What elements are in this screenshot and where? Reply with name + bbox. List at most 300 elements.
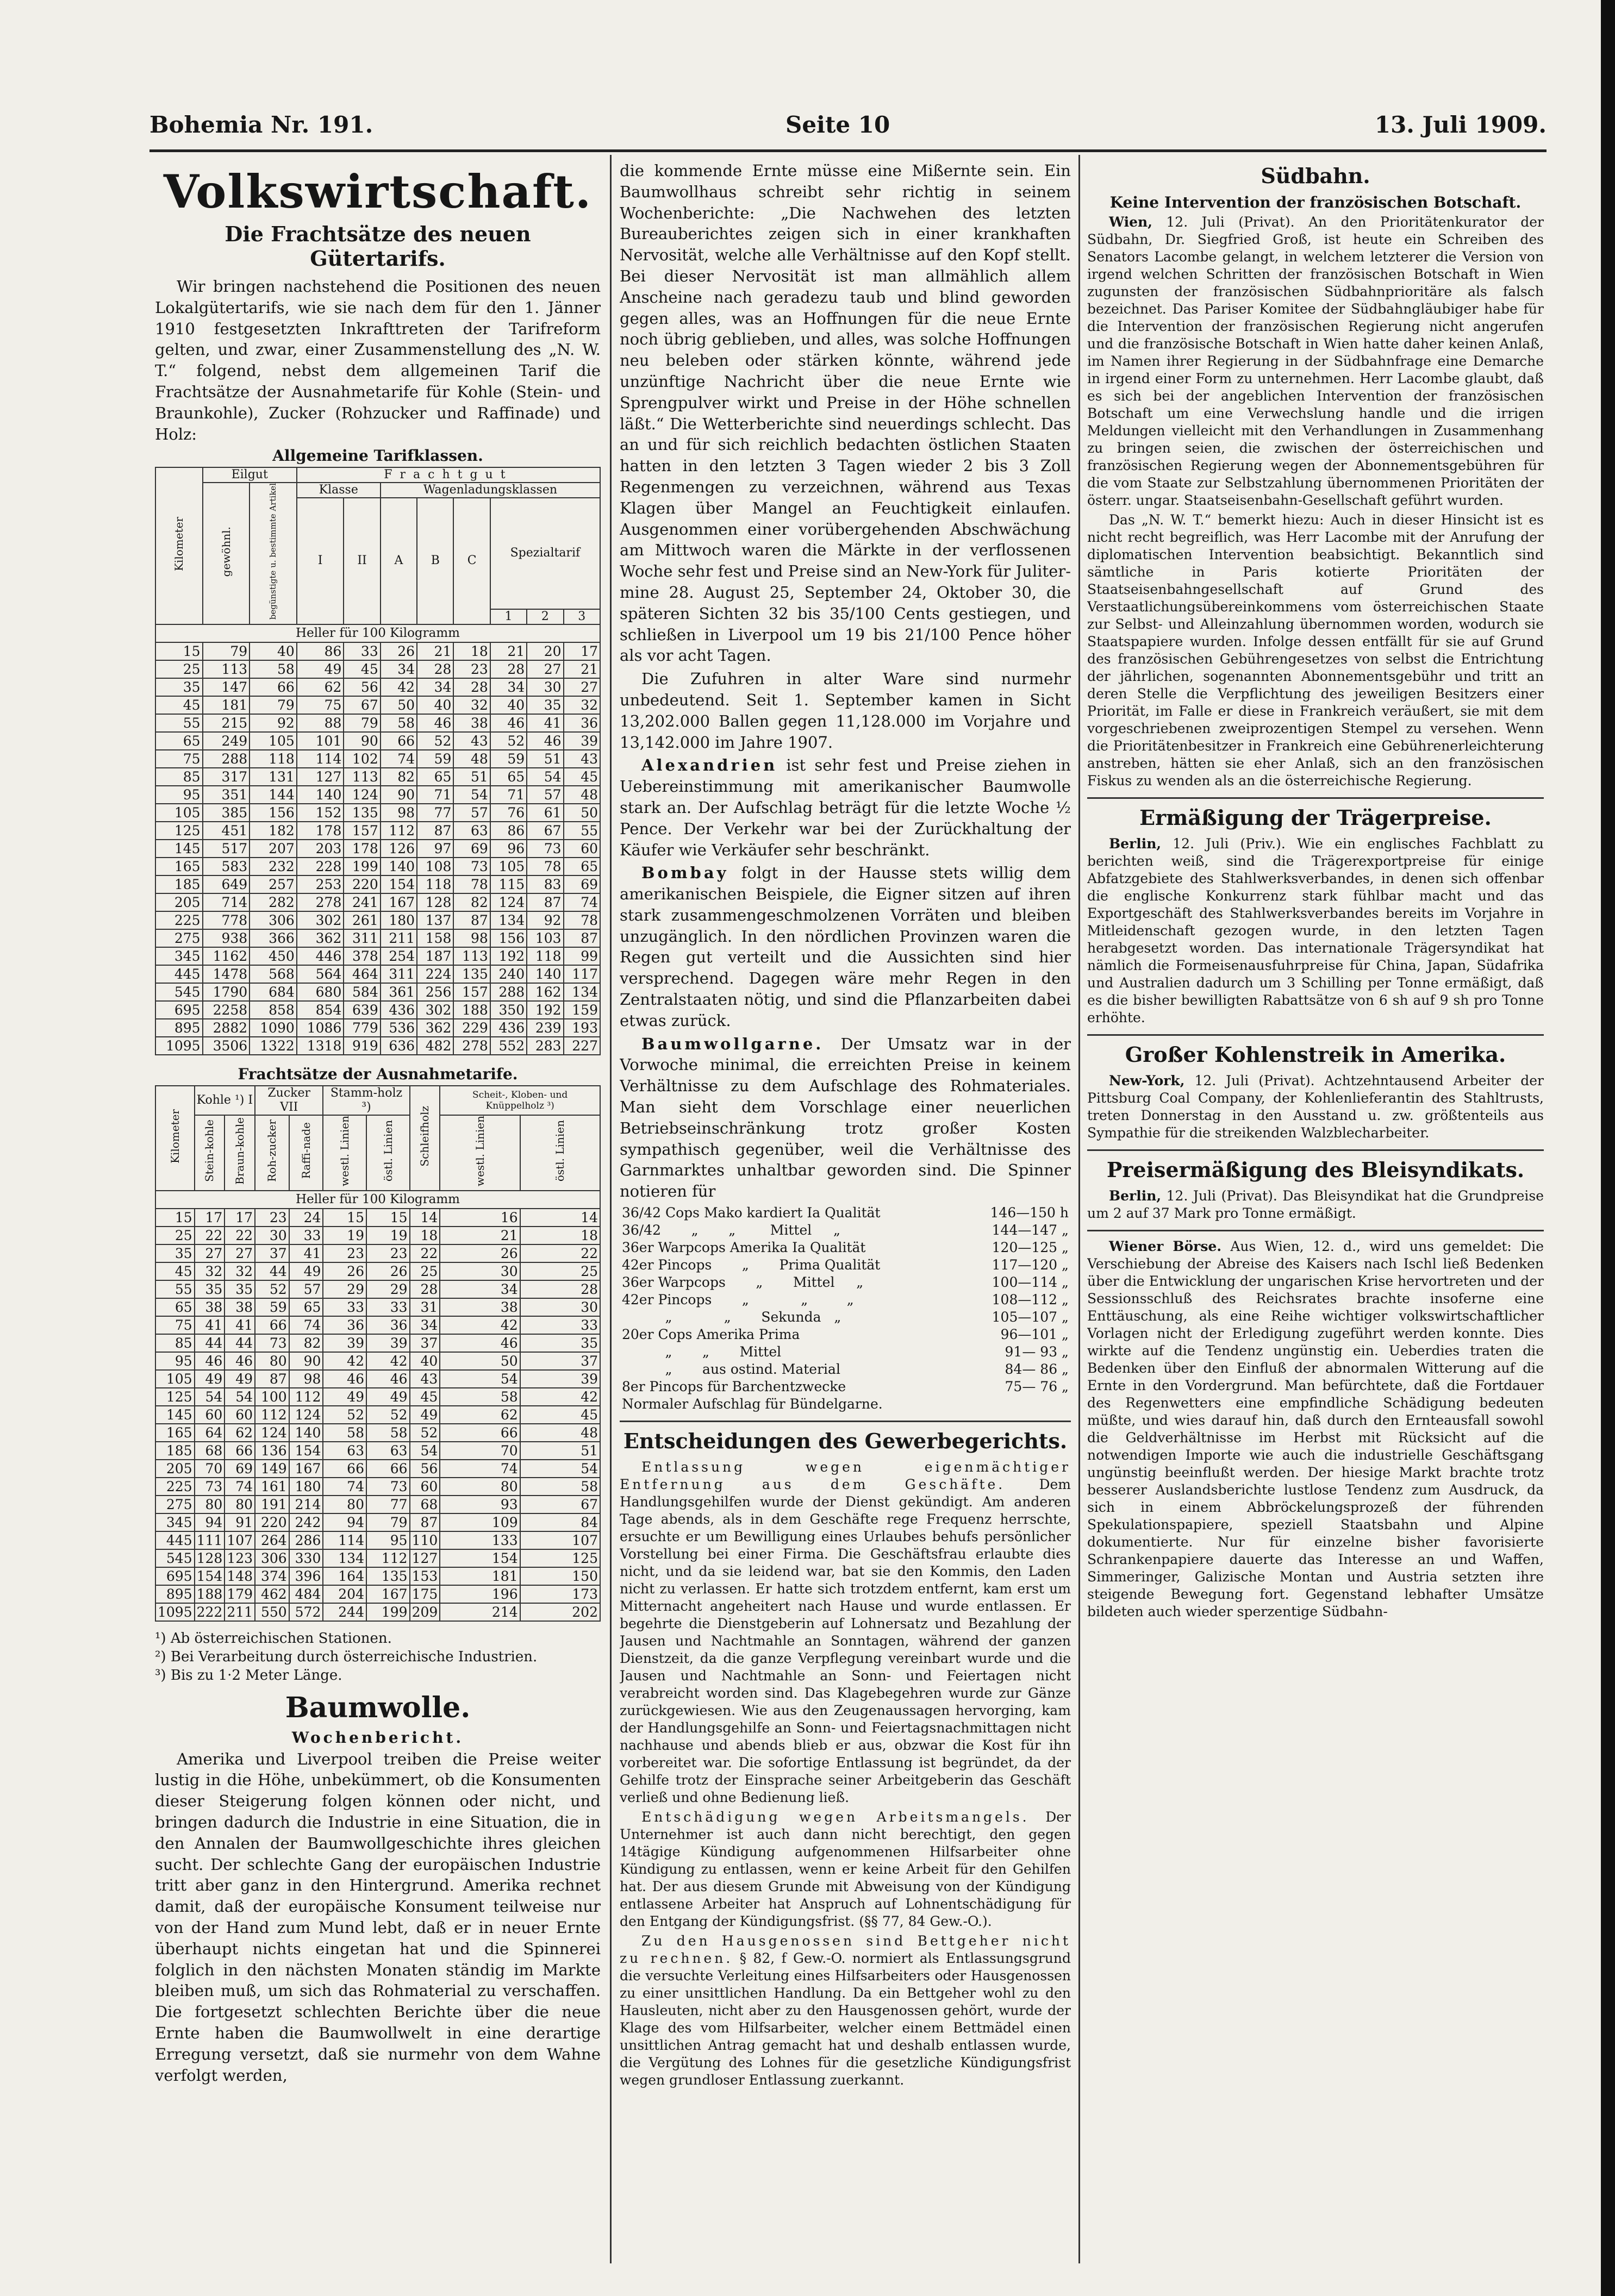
table-cell: 41: [527, 714, 563, 732]
table-cell: 105: [250, 732, 297, 750]
table-cell: 167: [289, 1460, 323, 1478]
table-cell: 59: [417, 750, 453, 768]
table-cell: 204: [323, 1585, 366, 1603]
table-cell: 39: [520, 1370, 600, 1388]
scheitholz-header: Scheit-, Kloben- und Knüppelholz ³): [440, 1086, 600, 1115]
table-cell: 35: [155, 678, 203, 696]
table-cell: 58: [250, 660, 297, 678]
table-cell: 196: [440, 1585, 520, 1603]
table-cell: 18: [453, 642, 490, 660]
table-cell: 57: [527, 786, 563, 804]
table-cell: 203: [297, 840, 344, 858]
table-cell: 80: [225, 1496, 255, 1513]
table-row: [155, 1019, 600, 1037]
price-item: 42er Pincops „ Prima Qualität: [622, 1257, 881, 1273]
table-cell: 107: [520, 1531, 600, 1549]
unit-row: Heller für 100 Kilogramm: [155, 1191, 600, 1209]
price-item: Normaler Aufschlag für Bündelgarne.: [622, 1396, 883, 1412]
table-cell: 192: [490, 947, 527, 965]
table-row: [155, 1460, 600, 1478]
table-cell: 28: [520, 1280, 600, 1298]
table-cell: 436: [381, 1001, 417, 1019]
table-cell: 361: [381, 983, 417, 1001]
table-cell: 362: [417, 1019, 453, 1037]
table-cell: 111: [195, 1531, 225, 1549]
table-row: [155, 911, 600, 929]
table-cell: 52: [366, 1406, 410, 1424]
header-date: 13. Juli 1909.: [1374, 111, 1547, 138]
table-cell: 28: [410, 1280, 440, 1298]
footnote: ³) Bis zu 1·2 Meter Länge.: [155, 1667, 342, 1684]
table-cell: 167: [366, 1585, 410, 1603]
baumwolle-text: Amerika und Liverpool treiben die Preise weiter lustig in die Höhe, unbekümmert, ob die Konsumenten dieser Steigerung folgen können oder nicht, und bringen dadurch die Industrie in eine Situation, die in den Annalen der Baumwollgeschichte ihres gleichen sucht. Der schlechte Gang der europäischen Industrie tritt aber ganz in den Hintergrund. Amerika rechnet damit, daß der europäische Konsument teilweise nur von der Hand zum Mund lebt, daß er in neuer Ernte überhaupt nichts eingetan hat und die Spinnerei folglich in den nächsten Monaten ständig im Markte bleiben muß, um sich das Rohmaterial zu verschaffen. Die fortgesetzt schlechten Berichte über die neue Ernte haben die Baumwollwelt in eine derartige Erregung versetzt, daß sie nurmehr von dem Wahne verfolgt werden,: [155, 1749, 601, 2085]
suedbahn-text-2: Das „N. W. T.“ bemerkt hiezu: Auch in dieser Hinsicht ist es nicht recht begreiflich, was Herr Lacombe mit der Anrufung der diplomatischen Intervention beabsichtigt. Bekanntlich sind sämtliche in Paris kotierte Prioritäten der Staatseisenbahngesellschaft auf Grund des Verstaatlichungsübereinkommens vom österreichischen Staate zur Selbst- und Alleinzahlung übernommen worden, wodurch sie Staatspapiere wurden. Infolge dessen entfällt für sie auf Grund des französischen Gebührengesetzes von selbst die Entrichtung der jährlichen, sogenannten Abonnementsgebühr und tritt an deren Stelle die Verpflichtung des jeweiligen Besitzers einer Priorität, im Falle er diese in Frankreich veräußert, sie mit dem vorgeschriebenen zweiprozentigen Stempel zu versehen. Wenn die Prioritätenbesitzer in Frankreich eine Gebührenerleichterung anstreben, hätten sie eher Anlaß, sich an den französischen Fiskus zu wenden als an die österreichische Regierung.: [1087, 512, 1544, 789]
table-cell: 58: [440, 1388, 520, 1406]
exception-tariff-table: [155, 1085, 601, 1622]
table-cell: 23: [255, 1209, 289, 1227]
table-cell: 464: [344, 965, 380, 983]
table-cell: 1095: [155, 1603, 195, 1621]
price-row: [620, 1291, 1071, 1309]
table-cell: 66: [440, 1424, 520, 1442]
table-cell: 282: [250, 893, 297, 911]
table-cell: 56: [410, 1460, 440, 1478]
table-cell: 156: [490, 929, 527, 947]
table-cell: 182: [250, 822, 297, 840]
table-row: [155, 804, 600, 822]
table-cell: 117: [564, 965, 600, 983]
table-row: [155, 1478, 600, 1496]
table-cell: 54: [527, 768, 563, 786]
table-cell: 15: [366, 1209, 410, 1227]
table-cell: 60: [410, 1478, 440, 1496]
table-cell: 224: [417, 965, 453, 983]
table-cell: 105: [155, 1370, 195, 1388]
table-cell: 69: [453, 840, 490, 858]
price-row: [620, 1378, 1071, 1396]
table-cell: 97: [417, 840, 453, 858]
table-cell: 21: [440, 1227, 520, 1244]
table-cell: 115: [490, 875, 527, 893]
table-cell: 583: [203, 858, 250, 875]
table-cell: 114: [297, 750, 344, 768]
table-cell: 351: [203, 786, 250, 804]
table-cell: 450: [250, 947, 297, 965]
table-cell: 58: [381, 714, 417, 732]
table-cell: 37: [410, 1334, 440, 1352]
table-cell: 21: [564, 660, 600, 678]
table-cell: 62: [225, 1424, 255, 1442]
table-row: [155, 929, 600, 947]
table-cell: 225: [155, 1478, 195, 1496]
bombay-text: folgt in der Hausse stets willig dem amerikanischen Beispiele, die Eigner sitzen auf ihren stark zusammengeschmolzenen Vorräten und bleiben unzugänglich. In den nördlichen Provinzen waren die Regen gut verteilt und die Aussichten sind hier versprechend. Dagegen wäre mehr Regen in den Zentralstaaten nötig, und sind die Pflanzarbeiten dabei etwas zurück.: [620, 864, 1071, 1030]
table-cell: 59: [255, 1298, 289, 1316]
table-cell: 57: [453, 804, 490, 822]
table-row: [155, 947, 600, 965]
table-row: [155, 1531, 600, 1549]
table-cell: 113: [203, 660, 250, 678]
table-cell: 60: [225, 1406, 255, 1424]
table-cell: 128: [417, 893, 453, 911]
table-cell: 87: [410, 1513, 440, 1531]
table-cell: 895: [155, 1019, 203, 1037]
table-cell: 88: [297, 714, 344, 732]
table-cell: 26: [381, 642, 417, 660]
table-cell: 127: [297, 768, 344, 786]
table-cell: 87: [417, 822, 453, 840]
table-cell: 91: [225, 1513, 255, 1531]
table-cell: 1162: [203, 947, 250, 965]
price-value: 84— 86 „: [1005, 1361, 1069, 1378]
stammholz-header: Stamm-holz ³): [323, 1086, 409, 1115]
footnotes: [155, 1629, 601, 1685]
table-cell: 60: [195, 1406, 225, 1424]
price-item: 36/42 „ „ Mittel „: [622, 1222, 840, 1238]
table-cell: 62: [440, 1406, 520, 1424]
table-cell: 15: [323, 1209, 366, 1227]
table-cell: 67: [344, 696, 380, 714]
table-cell: 175: [410, 1585, 440, 1603]
footnote: ²) Bei Verarbeitung durch österreichische Industrien.: [155, 1648, 538, 1665]
table-cell: 55: [564, 822, 600, 840]
table-cell: 17: [564, 642, 600, 660]
table-cell: 49: [225, 1370, 255, 1388]
table-cell: 374: [255, 1567, 289, 1585]
column-1: [155, 160, 601, 2088]
table-cell: 214: [289, 1496, 323, 1513]
sub-head: westl. Linien: [338, 1115, 352, 1186]
table-cell: 26: [366, 1262, 410, 1280]
table-row: [155, 1388, 600, 1406]
table-cell: 288: [203, 750, 250, 768]
table-cell: 1318: [297, 1037, 344, 1055]
table-cell: 134: [323, 1549, 366, 1567]
bombay-lead: Bombay: [641, 864, 729, 883]
table-cell: 330: [289, 1549, 323, 1567]
table-cell: 275: [155, 929, 203, 947]
table-cell: 202: [520, 1603, 600, 1621]
table-cell: 98: [453, 929, 490, 947]
gewerbe-e1-text: Dem Handlungsgehilfen wurde der Dienst gekündigt. Am anderen Tage abends, als in dem Geschäfte rege Frequenz herrschte, ersuchte er um Bewilligung eines Urlaubes behufs persönlicher Vorstellung bei einer Firma. Die Geschäftsfrau erlaubte dies nicht, und da sie leidend war, bat sie den Kommis, den Laden nicht zu verlassen. Er hatte sich trotzdem entfernt, kam erst um Mitternacht angeheitert nach Hause und wurde entlassen. Er begehrte die Dienstgeberin auf Lohnersatz und Bezahlung der Jausen und Nachtmahle an Sonntagen, während der ganzen Dienstzeit, da die ganze Verpflegung vereinbart wurde und die Jausen und Nachtmahle an Sonn- und Feiertagen nicht verabreicht worden sind. Das Klagebegehren wurde zur Gänze zurückgewiesen. Wie aus den Zeugenaussagen hervorging, kam der Handlungsgehilfe an Sonn- und Feiertagsnachmittagen nicht nachhause und abends blieb er aus, obzwar die Kost für ihn vorbereitet war. Die sofortige Entlassung ist begründet, da der Gehilfe trotz der Einsprache seiner Arbeitgeberin das Geschäft verließ und ohne Bedienung ließ.: [620, 1477, 1071, 1806]
table-cell: 82: [453, 893, 490, 911]
table-row: [155, 1370, 600, 1388]
table-row: [155, 786, 600, 804]
table-cell: 34: [490, 678, 527, 696]
table-cell: 27: [564, 678, 600, 696]
column-3: [1087, 160, 1544, 1623]
yarn-price-list: [620, 1204, 1071, 1413]
table-cell: 124: [344, 786, 380, 804]
table-cell: 61: [527, 804, 563, 822]
price-row: [620, 1361, 1071, 1378]
table-cell: 249: [203, 732, 250, 750]
blei-dateline: Berlin,: [1109, 1188, 1162, 1204]
table-cell: 18: [520, 1227, 600, 1244]
tariff-table-body: [155, 642, 600, 1055]
table-cell: 180: [381, 911, 417, 929]
table-cell: 158: [417, 929, 453, 947]
table-cell: 71: [417, 786, 453, 804]
table-cell: 110: [410, 1531, 440, 1549]
sub-head: Raffi-nade: [300, 1122, 313, 1179]
header-page-number: Seite 10: [785, 111, 890, 138]
table-cell: 2882: [203, 1019, 250, 1037]
table-cell: 550: [255, 1603, 289, 1621]
table-cell: 215: [203, 714, 250, 732]
table-cell: 125: [155, 1388, 195, 1406]
table-cell: 58: [366, 1424, 410, 1442]
table-cell: 895: [155, 1585, 195, 1603]
table-cell: 40: [417, 696, 453, 714]
price-value: 117—120 „: [992, 1257, 1069, 1273]
table-cell: 695: [155, 1567, 195, 1585]
table-cell: 241: [344, 893, 380, 911]
table-cell: 25: [520, 1262, 600, 1280]
table-cell: 78: [453, 875, 490, 893]
table-cell: 54: [225, 1388, 255, 1406]
table-cell: 63: [453, 822, 490, 840]
table-cell: 242: [289, 1513, 323, 1531]
table-cell: 181: [203, 696, 250, 714]
table-cell: 135: [366, 1567, 410, 1585]
table-cell: 232: [250, 858, 297, 875]
table-cell: 87: [564, 929, 600, 947]
table-cell: 101: [297, 732, 344, 750]
table-cell: 154: [440, 1549, 520, 1567]
table-cell: 78: [564, 911, 600, 929]
table-cell: 63: [366, 1442, 410, 1460]
header-issue: Bohemia Nr. 191.: [149, 111, 373, 138]
table-cell: 102: [344, 750, 380, 768]
table-cell: 43: [564, 750, 600, 768]
table-cell: 48: [453, 750, 490, 768]
table-cell: 140: [527, 965, 563, 983]
gewerbe-e1-lead: Entlassung wegen eigenmächtiger Entfernung aus dem Geschäfte.: [620, 1459, 1071, 1493]
table-cell: 36: [564, 714, 600, 732]
table-cell: 114: [323, 1531, 366, 1549]
table-cell: 40: [490, 696, 527, 714]
table-cell: 40: [250, 642, 297, 660]
table-cell: 36: [366, 1316, 410, 1334]
table-cell: 124: [490, 893, 527, 911]
table-cell: 639: [344, 1001, 380, 1019]
kohlenstreik-title: Großer Kohlenstreik in Amerika.: [1125, 1042, 1506, 1067]
table-cell: 125: [155, 822, 203, 840]
table-cell: 222: [195, 1603, 225, 1621]
table-cell: 69: [564, 875, 600, 893]
article-headline: Die Frachtsätze des neuen Gütertarifs.: [225, 222, 531, 271]
table-cell: 39: [366, 1334, 410, 1352]
table-cell: 59: [490, 750, 527, 768]
column-divider-2: [1078, 155, 1080, 2263]
price-value: [963, 1396, 1071, 1413]
table-cell: 205: [155, 893, 203, 911]
table-cell: 32: [564, 696, 600, 714]
table-cell: 185: [155, 1442, 195, 1460]
blei-text: 12. Juli (Privat). Das Bleisyndikat hat die Grundpreise um 2 auf 37 Mark pro Tonne ermäßigt.: [1087, 1188, 1544, 1221]
table-cell: 118: [417, 875, 453, 893]
suedbahn-title: Südbahn.: [1261, 164, 1370, 188]
table-cell: 46: [527, 732, 563, 750]
table-row: [155, 1424, 600, 1442]
table-cell: 95: [366, 1531, 410, 1549]
table-cell: 14: [520, 1209, 600, 1227]
table-cell: 95: [155, 786, 203, 804]
table-cell: 100: [255, 1388, 289, 1406]
table-cell: 92: [527, 911, 563, 929]
table-cell: 62: [297, 678, 344, 696]
table-cell: 22: [225, 1227, 255, 1244]
table-cell: 33: [289, 1227, 323, 1244]
table-cell: 35: [225, 1280, 255, 1298]
price-item: 36er Warpcops Amerika Ia Qualität: [622, 1240, 866, 1256]
beg-header: begünstigte u. bestimmte Artikel: [267, 483, 278, 620]
gewerbe-e2-text: Der Unternehmer ist auch dann nicht berechtigt, den gegen 14tägige Kündigung aufgenommenen Hilfsarbeiter ohne Kündigung zu entlassen, wenn er keine Arbeit für den Gehilfen hat. Der aus diesem Grunde mit Abweisung von der Kündigung entlassene Arbeiter hat Anspruch auf Lohnentschädigung für den Entgang der Kündigungsfrist. (§§ 77, 84 Gew.-O.).: [620, 1809, 1071, 1930]
col-head: B: [417, 498, 453, 624]
garne-lead: Baumwollgarne.: [641, 1034, 824, 1053]
table-cell: 1095: [155, 1037, 203, 1055]
tariff-table: [155, 467, 601, 1055]
table-cell: 484: [289, 1585, 323, 1603]
zucker-header: Zucker VII: [255, 1086, 323, 1115]
table-cell: 214: [440, 1603, 520, 1621]
table-cell: 68: [195, 1442, 225, 1460]
table-cell: 482: [417, 1037, 453, 1055]
table-cell: 74: [289, 1316, 323, 1334]
table-cell: 51: [527, 750, 563, 768]
table-cell: 30: [527, 678, 563, 696]
column-divider-1: [610, 155, 612, 2263]
table-cell: 446: [297, 947, 344, 965]
sub-head: Stein-kohle: [203, 1119, 216, 1182]
table-cell: 220: [255, 1513, 289, 1531]
table-cell: 108: [417, 858, 453, 875]
table-cell: 191: [255, 1496, 289, 1513]
table-cell: 154: [289, 1442, 323, 1460]
blei-title: Preisermäßigung des Bleisyndikats.: [1106, 1158, 1525, 1182]
table-cell: 86: [297, 642, 344, 660]
table-cell: 50: [440, 1352, 520, 1370]
table-cell: 38: [440, 1298, 520, 1316]
table-cell: 79: [250, 696, 297, 714]
table-cell: 131: [250, 768, 297, 786]
table-cell: 19: [323, 1227, 366, 1244]
table-cell: 52: [410, 1424, 440, 1442]
table-cell: 73: [366, 1478, 410, 1496]
table-cell: 2258: [203, 1001, 250, 1019]
frachtgut-header: Frachtgut: [297, 467, 600, 483]
table-cell: 107: [225, 1531, 255, 1549]
table-cell: 636: [381, 1037, 417, 1055]
table-cell: 42: [520, 1388, 600, 1406]
table-cell: 57: [289, 1280, 323, 1298]
table-cell: 49: [410, 1406, 440, 1424]
table-cell: 25: [410, 1262, 440, 1280]
table-cell: 46: [490, 714, 527, 732]
table-row: [155, 1352, 600, 1370]
table-cell: 445: [155, 965, 203, 983]
table-cell: 257: [250, 875, 297, 893]
table-cell: 42: [381, 678, 417, 696]
table-cell: 65: [289, 1298, 323, 1316]
table-cell: 55: [155, 1280, 195, 1298]
table-cell: 185: [155, 875, 203, 893]
table-cell: 28: [490, 660, 527, 678]
table-cell: 1478: [203, 965, 250, 983]
table-cell: 1086: [297, 1019, 344, 1037]
table-cell: 49: [289, 1262, 323, 1280]
table-cell: 188: [195, 1585, 225, 1603]
traeger-dateline: Berlin,: [1109, 836, 1162, 852]
table-cell: 25: [155, 1227, 195, 1244]
table-cell: 15: [155, 642, 203, 660]
table-cell: 118: [527, 947, 563, 965]
price-value: 105—107 „: [992, 1309, 1069, 1325]
gewerbe-e3-lead: Zu den Hausgenossen sind Bettgeher nicht zu rechnen.: [620, 1933, 1071, 1967]
table-cell: 24: [289, 1209, 323, 1227]
gewerbe-e3-text: § 82, f Gew.-O. normiert als Entlassungsgrund die versuchte Verleitung eines Hilfsarbeiters oder Hausgenossen zu einer unsittlichen Handlung. Da ein Bettgeher wohl zu den Hausleuten, nicht aber zu den Hausgenossen gehört, wurde der Klage des vom Hilfsarbeiter, welcher einem Bettmädel einen unsittlichen Antrag gemacht hat und deshalb entlassen wurde, die Vergütung des Lohnes für die gesetzliche Kündigungsfrist wegen grundloser Entlassung zuerkannt.: [620, 1950, 1071, 2088]
table-cell: 39: [323, 1334, 366, 1352]
table-cell: 714: [203, 893, 250, 911]
table-cell: 345: [155, 1513, 195, 1531]
table-cell: 56: [344, 678, 380, 696]
table-cell: 144: [250, 786, 297, 804]
table-cell: 54: [520, 1460, 600, 1478]
table-cell: 264: [255, 1531, 289, 1549]
table-cell: 35: [527, 696, 563, 714]
table-cell: 28: [417, 660, 453, 678]
table-row: [155, 1316, 600, 1334]
table-cell: 288: [490, 983, 527, 1001]
table-row: [155, 642, 600, 660]
table-cell: 112: [255, 1406, 289, 1424]
table-cell: 345: [155, 947, 203, 965]
table-cell: 1322: [250, 1037, 297, 1055]
schleifholz-header: Schleifholz: [418, 1105, 432, 1167]
table-cell: 105: [155, 804, 203, 822]
table-row: [155, 965, 600, 983]
cotton-supply: Die Zufuhren in alter Ware sind nurmehr unbedeutend. Seit 1. September kamen in Sicht 13,202.000 Ballen gegen 11,128.000 im Vorjahre und 13,142.000 im Jahre 1907.: [620, 670, 1071, 752]
table-cell: 228: [297, 858, 344, 875]
table-cell: 362: [297, 929, 344, 947]
table-cell: 73: [195, 1478, 225, 1496]
table-cell: 140: [289, 1424, 323, 1442]
scan-edge: [1601, 0, 1615, 2296]
table-cell: 25: [155, 660, 203, 678]
price-item: 36er Warpcops „ Mittel „: [622, 1274, 864, 1291]
table-cell: 227: [564, 1037, 600, 1055]
table-cell: 261: [344, 911, 380, 929]
table-cell: 75: [155, 750, 203, 768]
table-cell: 124: [255, 1424, 289, 1442]
table-cell: 74: [564, 893, 600, 911]
table-cell: 44: [195, 1334, 225, 1352]
table-cell: 66: [255, 1316, 289, 1334]
kohlenstreik-text: 12. Juli (Privat). Achtzehntausend Arbeiter der Pittsburg Coal Company, der Kohlenlieferantin des Stahltrusts, treten Donnerstag in den Ausstand u. zw. größtenteils aus Sympathie für die streikenden Walzblecharbeiter.: [1087, 1073, 1544, 1141]
table-cell: 98: [381, 804, 417, 822]
table-row: [155, 714, 600, 732]
table-cell: 275: [155, 1496, 195, 1513]
table-cell: 78: [527, 858, 563, 875]
table-cell: 52: [255, 1280, 289, 1298]
table-cell: 87: [453, 911, 490, 929]
page-header: [149, 111, 1547, 148]
table-cell: 3506: [203, 1037, 250, 1055]
table-cell: 77: [366, 1496, 410, 1513]
table-cell: 858: [250, 1001, 297, 1019]
table-row: [155, 1496, 600, 1513]
unit-row: Heller für 100 Kilogramm: [155, 624, 600, 642]
